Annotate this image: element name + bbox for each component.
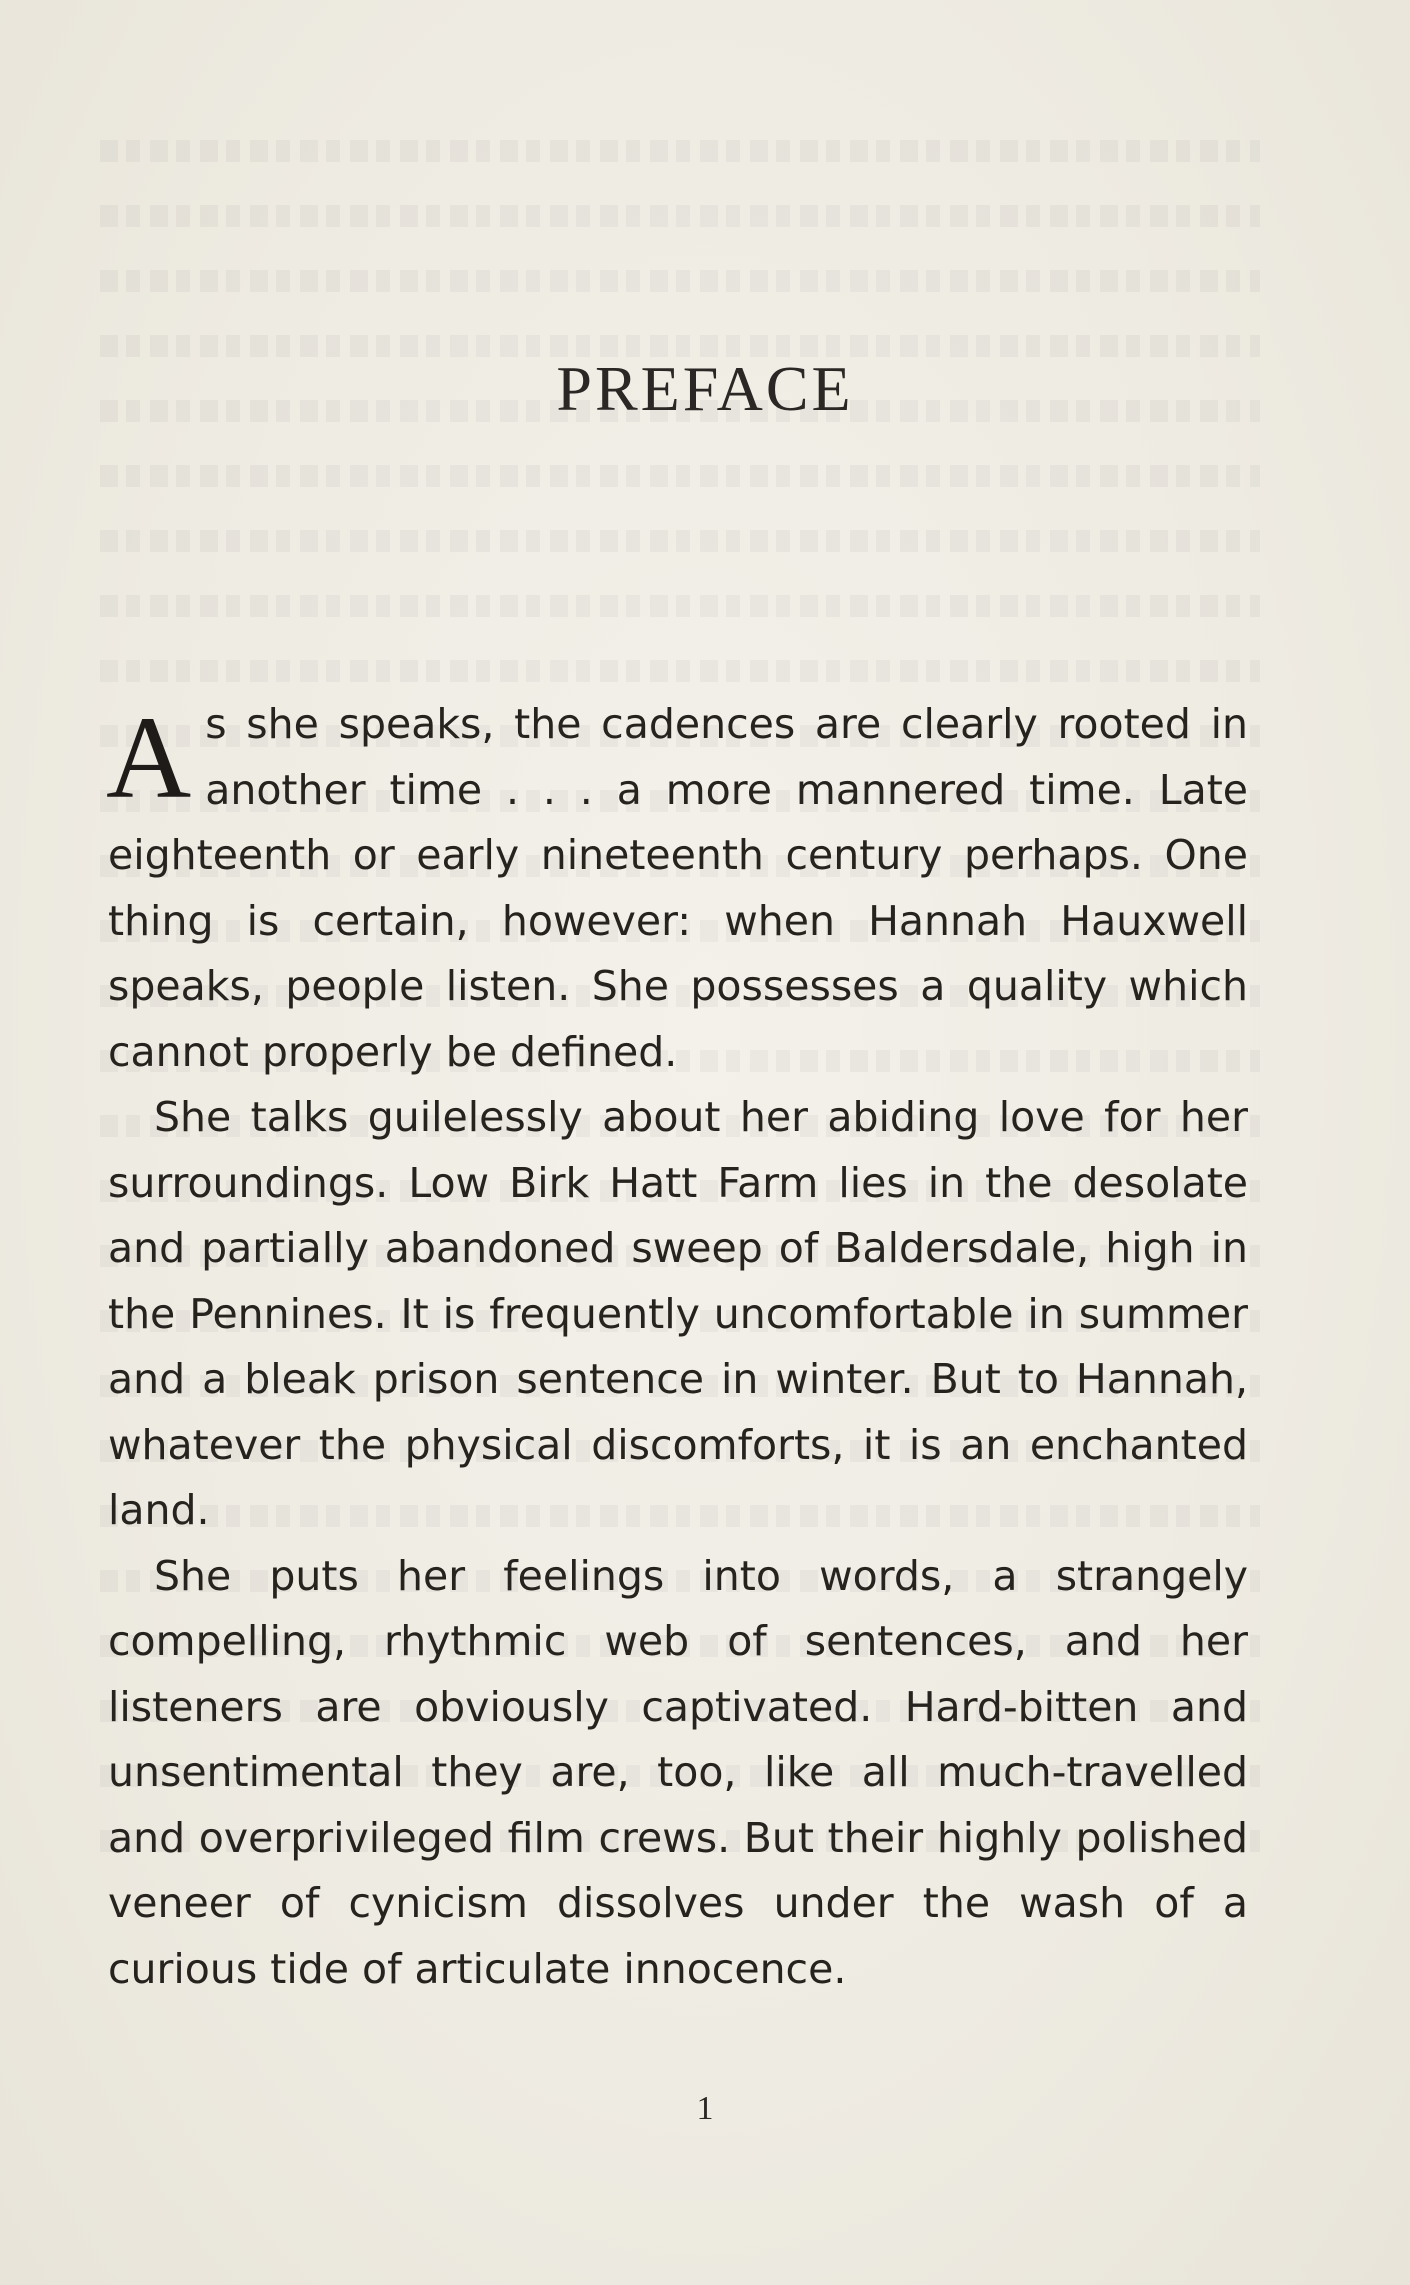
page-number: 1 (696, 2090, 714, 2127)
paragraph-3: She puts her feelings into words, a strangely compelling, rhythmic web of sentences, and her listeners are obviously captivated. Hard-bitten and unsentimental they are, too, like all much-travelled and overprivileged film crews. But their highly polished veneer of cynicism dissolves under the wash of a curious tide of articulate innocence. (108, 1551, 1248, 1993)
paragraph-1-text: s she speaks, the cadences are clearly rooted in another time . . . a more mannered time. Late eighteenth or early nineteenth century perhaps. One thing is certain, however: when Hannah Hauxwell speaks, people listen. She possesses a quality which cannot properly be defined. (108, 700, 1248, 1076)
paragraph-1 (108, 692, 1248, 1085)
paragraph-2: She talks guilelessly about her abiding love for her surroundings. Low Birk Hatt Farm lies in the desolate and partially abandoned sweep of Baldersdale, high in the Pennines. It is frequently uncomfortable in summer and a bleak prison sentence in winter. But to Hannah, whatever the physical discomforts, it is an enchanted land. (108, 1093, 1248, 1534)
chapter-heading: PREFACE (556, 353, 854, 424)
body-text (108, 692, 1248, 2002)
drop-cap: A (106, 692, 192, 823)
